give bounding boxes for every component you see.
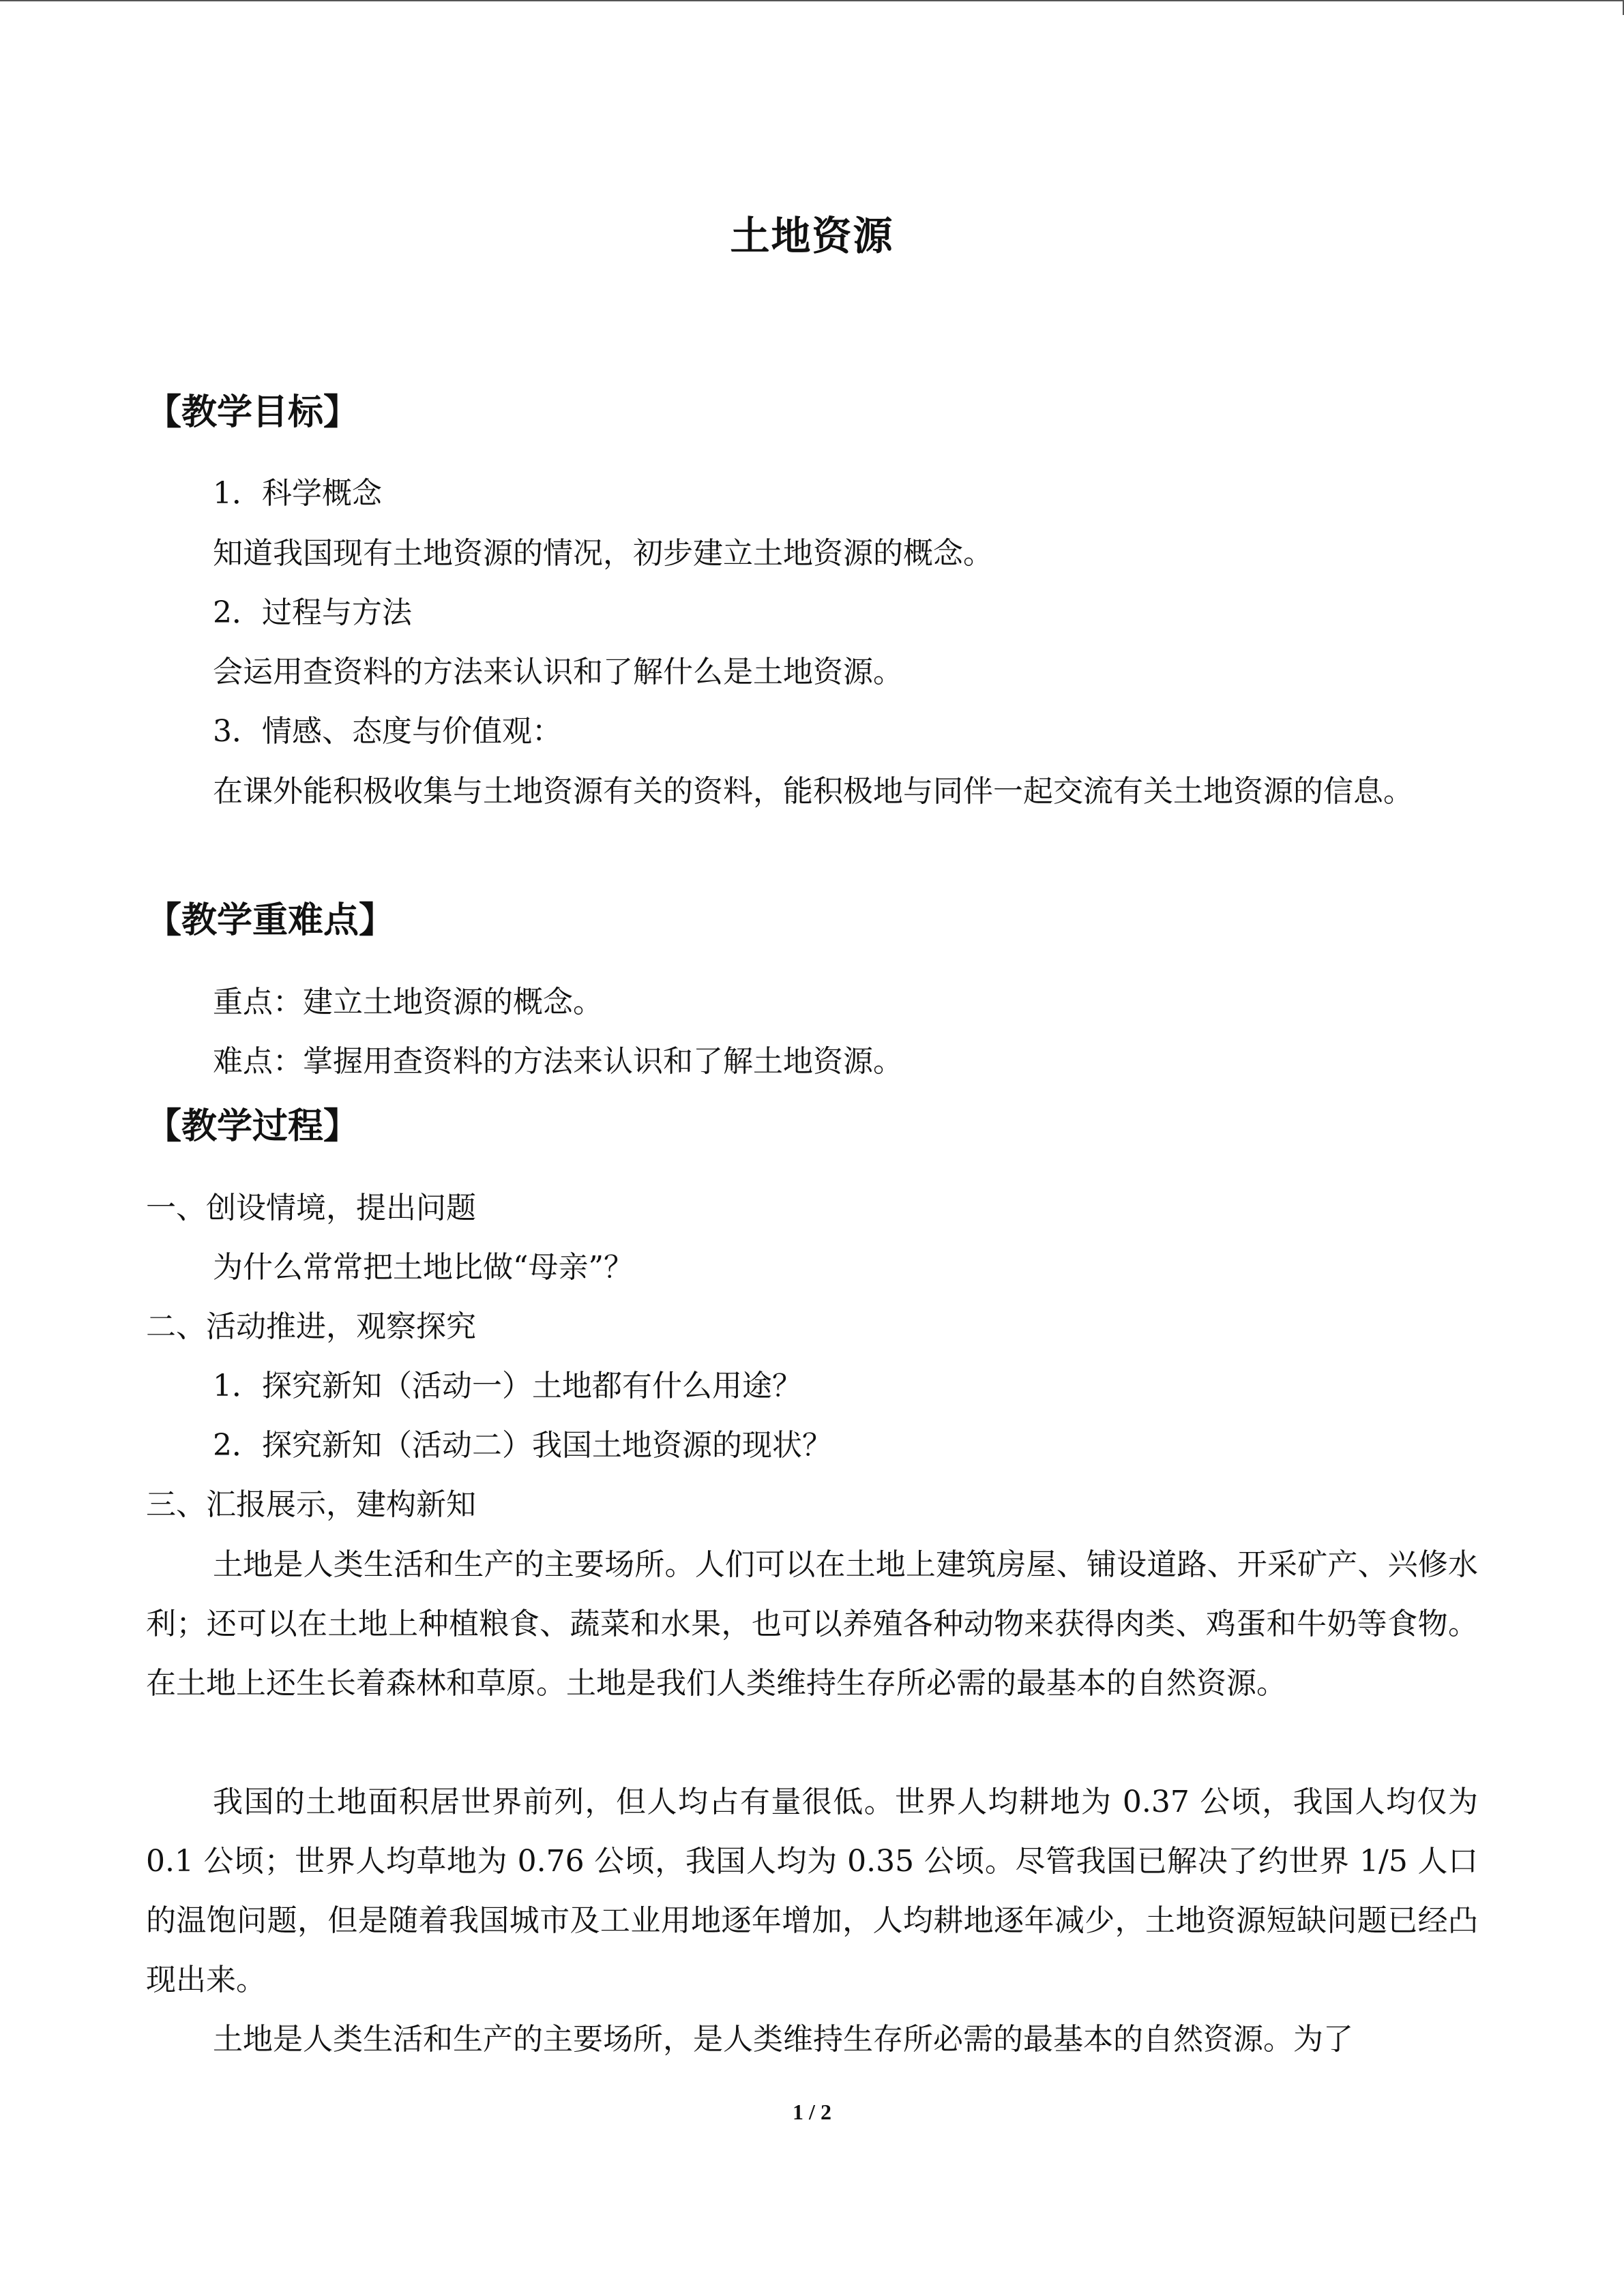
process-step-2: 二、活动推进，观察探究 [146, 1309, 476, 1344]
key-difficulty: 难点：掌握用查资料的方法来认识和了解土地资源。 [213, 1044, 903, 1079]
body-paragraph-3: 土地是人类生活和生产的主要场所，是人类维持生存所必需的最基本的自然资源。为了 [213, 2022, 1353, 2057]
process-step-1-question: 为什么常常把土地比做“母亲”？ [213, 1250, 634, 1285]
document-title: 土地资源 [730, 213, 894, 259]
goal-item-1: 1．科学概念 [213, 476, 382, 511]
process-activity-2: 2．探究新知（活动二）我国土地资源的现状？ [213, 1428, 832, 1463]
goal-item-3: 3．情感、态度与价值观： [213, 714, 562, 749]
process-activity-1: 1．探究新知（活动一）土地都有什么用途？ [213, 1369, 802, 1403]
goal-item-1-text: 知道我国现有土地资源的情况，初步建立土地资源的概念。 [213, 536, 993, 571]
process-step-3: 三、汇报展示，建构新知 [146, 1487, 476, 1522]
goal-item-2-text: 会运用查资料的方法来认识和了解什么是土地资源。 [213, 655, 903, 689]
section-heading-goals: 【教学目标】 [146, 392, 359, 433]
goal-item-2: 2．过程与方法 [213, 595, 412, 630]
section-heading-keypoints: 【教学重难点】 [146, 900, 395, 941]
process-step-1: 一、创设情境，提出问题 [146, 1191, 476, 1225]
goal-item-3-text: 在课外能积极收集与土地资源有关的资料，能积极地与同伴一起交流有关土地资源的信息。 [213, 774, 1413, 809]
section-heading-process: 【教学过程】 [146, 1106, 359, 1147]
key-focus: 重点：建立土地资源的概念。 [213, 985, 603, 1019]
page-top-border [0, 0, 1624, 1]
page-number: 1 / 2 [793, 2100, 831, 2124]
body-paragraph-1: 土地是人类生活和生产的主要场所。人们可以在土地上建筑房屋、铺设道路、开采矿产、兴修水利；还可以在土地上种植粮食、蔬菜和水果，也可以养殖各种动物来获得肉类、鸡蛋和牛奶等食物。在土地上还生长着森林和草原。土地是我们人类维持生存所必需的最基本的自然资源。 [146, 1547, 1478, 1701]
body-paragraph-2: 我国的土地面积居世界前列，但人均占有量很低。世界人均耕地为 0.37 公顷，我国人均仅为 0.1 公顷；世界人均草地为 0.76 公顷，我国人均为 0.35 公顷。尽管我国已解决了约世界 1/5 人口的温饱问题，但是随着我国城市及工业用地逐年增加，人均耕地逐年减少，土地资源短缺问题已经凸现出来。 [146, 1785, 1478, 1997]
